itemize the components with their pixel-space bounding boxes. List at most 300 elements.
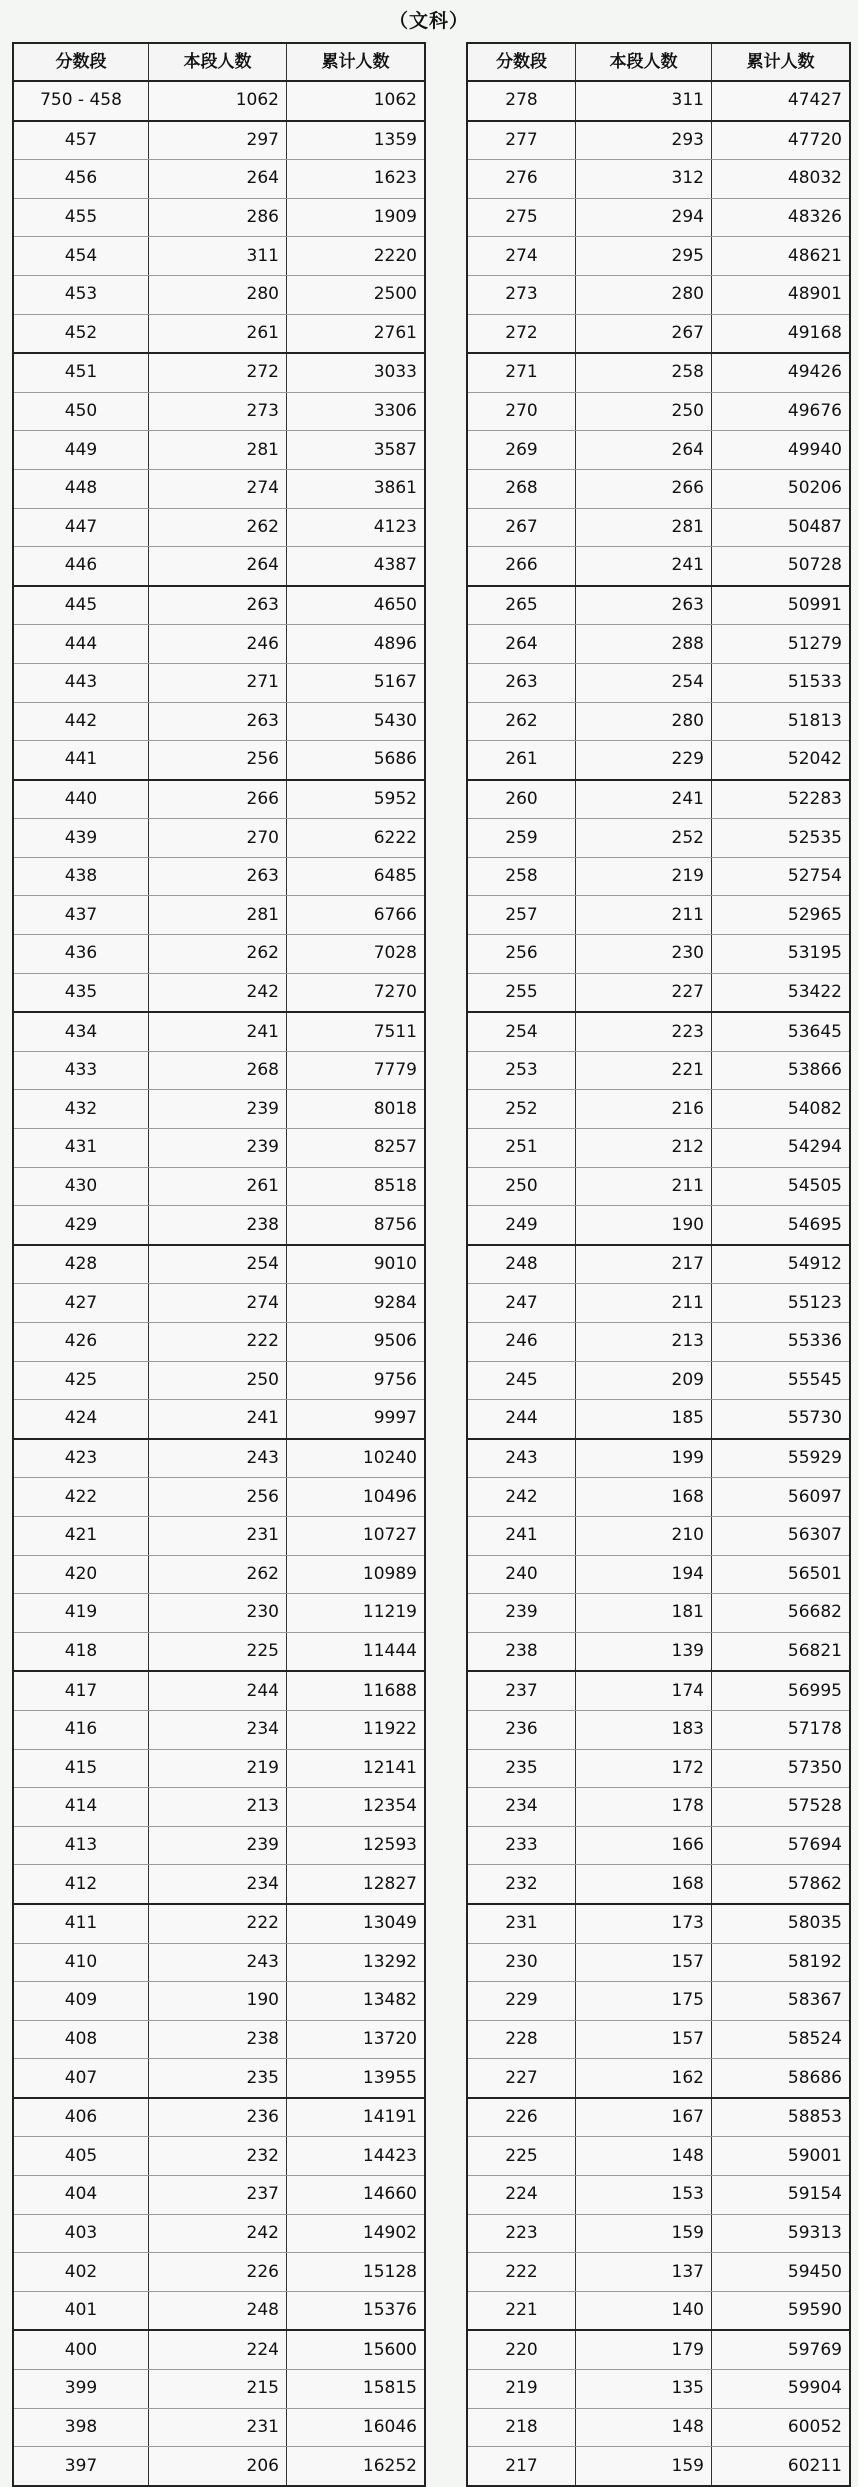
segment-count-cell: 272 [149, 353, 287, 392]
cumulative-count-cell: 49168 [712, 314, 851, 353]
cumulative-count-cell: 16046 [287, 2408, 426, 2447]
table-row [467, 1245, 850, 1284]
score-cell: 422 [13, 1478, 149, 1517]
cumulative-count-cell: 1623 [287, 160, 426, 199]
score-cell: 412 [13, 1865, 149, 1904]
cumulative-count-cell: 11688 [287, 1671, 426, 1710]
segment-count-cell: 281 [149, 896, 287, 935]
table-row [13, 1012, 425, 1051]
segment-count-cell: 137 [576, 2253, 712, 2292]
segment-count-cell: 270 [149, 819, 287, 858]
score-cell: 435 [13, 973, 149, 1012]
segment-count-cell: 238 [149, 1206, 287, 1245]
segment-count-cell: 254 [149, 1245, 287, 1284]
cumulative-count-cell: 54505 [712, 1167, 851, 1206]
cumulative-count-cell: 6485 [287, 857, 426, 896]
table-row [467, 1323, 850, 1362]
segment-count-cell: 254 [576, 663, 712, 702]
cumulative-count-cell: 3861 [287, 469, 426, 508]
header-score: 分数段 [13, 43, 149, 81]
cumulative-count-cell: 12593 [287, 1826, 426, 1865]
table-row [13, 1632, 425, 1671]
score-cell: 269 [467, 431, 576, 470]
segment-count-cell: 273 [149, 392, 287, 431]
table-row [467, 780, 850, 819]
table-row [13, 353, 425, 392]
segment-count-cell: 230 [576, 935, 712, 974]
cumulative-count-cell: 10496 [287, 1478, 426, 1517]
segment-count-cell: 261 [149, 314, 287, 353]
cumulative-count-cell: 4123 [287, 508, 426, 547]
cumulative-count-cell: 4650 [287, 586, 426, 625]
segment-count-cell: 215 [149, 2370, 287, 2409]
segment-count-cell: 194 [576, 1555, 712, 1594]
cumulative-count-cell: 13049 [287, 1904, 426, 1943]
segment-count-cell: 209 [576, 1361, 712, 1400]
segment-count-cell: 262 [149, 508, 287, 547]
cumulative-count-cell: 3306 [287, 392, 426, 431]
table-row [467, 81, 850, 121]
segment-count-cell: 263 [149, 702, 287, 741]
table-row [13, 1090, 425, 1129]
segment-count-cell: 213 [149, 1788, 287, 1827]
table-row [467, 625, 850, 664]
cumulative-count-cell: 11922 [287, 1710, 426, 1749]
segment-count-cell: 263 [149, 857, 287, 896]
cumulative-count-cell: 55545 [712, 1361, 851, 1400]
cumulative-count-cell: 12827 [287, 1865, 426, 1904]
cumulative-count-cell: 59450 [712, 2253, 851, 2292]
score-cell: 397 [13, 2447, 149, 2486]
cumulative-count-cell: 2220 [287, 237, 426, 276]
cumulative-count-cell: 13720 [287, 2020, 426, 2059]
cumulative-count-cell: 56995 [712, 1671, 851, 1710]
score-cell: 239 [467, 1594, 576, 1633]
segment-count-cell: 274 [149, 1284, 287, 1323]
segment-count-cell: 264 [149, 160, 287, 199]
cumulative-count-cell: 54912 [712, 1245, 851, 1284]
cumulative-count-cell: 14423 [287, 2137, 426, 2176]
score-cell: 229 [467, 1982, 576, 2021]
cumulative-count-cell: 58853 [712, 2098, 851, 2137]
score-cell: 404 [13, 2176, 149, 2215]
segment-count-cell: 167 [576, 2098, 712, 2137]
segment-count-cell: 217 [576, 1245, 712, 1284]
segment-count-cell: 243 [149, 1943, 287, 1982]
segment-count-cell: 185 [576, 1400, 712, 1439]
table-row [13, 780, 425, 819]
cumulative-count-cell: 56097 [712, 1478, 851, 1517]
score-cell: 444 [13, 625, 149, 664]
table-row [467, 2098, 850, 2137]
score-cell: 454 [13, 237, 149, 276]
cumulative-count-cell: 60211 [712, 2447, 851, 2486]
cumulative-count-cell: 8257 [287, 1129, 426, 1168]
score-cell: 224 [467, 2176, 576, 2215]
score-cell: 415 [13, 1749, 149, 1788]
segment-count-cell: 148 [576, 2408, 712, 2447]
cumulative-count-cell: 51279 [712, 625, 851, 664]
segment-count-cell: 280 [149, 275, 287, 314]
table-row [467, 2291, 850, 2330]
table-row [467, 935, 850, 974]
score-table-left [12, 42, 426, 2487]
segment-count-cell: 135 [576, 2370, 712, 2409]
score-cell: 410 [13, 1943, 149, 1982]
segment-count-cell: 148 [576, 2137, 712, 2176]
score-cell: 400 [13, 2330, 149, 2369]
table-row [13, 1206, 425, 1245]
segment-count-cell: 250 [576, 392, 712, 431]
cumulative-count-cell: 58367 [712, 1982, 851, 2021]
score-cell: 252 [467, 1090, 576, 1129]
segment-count-cell: 256 [149, 741, 287, 780]
cumulative-count-cell: 4387 [287, 547, 426, 586]
cumulative-count-cell: 59154 [712, 2176, 851, 2215]
cumulative-count-cell: 7779 [287, 1051, 426, 1090]
table-row [13, 2098, 425, 2137]
segment-count-cell: 237 [149, 2176, 287, 2215]
cumulative-count-cell: 55336 [712, 1323, 851, 1362]
score-cell: 243 [467, 1439, 576, 1478]
segment-count-cell: 266 [576, 469, 712, 508]
cumulative-count-cell: 8518 [287, 1167, 426, 1206]
table-row [13, 431, 425, 470]
segment-count-cell: 211 [576, 896, 712, 935]
table-row [467, 2370, 850, 2409]
score-cell: 428 [13, 1245, 149, 1284]
score-cell: 429 [13, 1206, 149, 1245]
header-cumulative-count: 累计人数 [287, 43, 426, 81]
score-cell: 421 [13, 1516, 149, 1555]
segment-count-cell: 210 [576, 1516, 712, 1555]
cumulative-count-cell: 8018 [287, 1090, 426, 1129]
score-cell: 267 [467, 508, 576, 547]
score-cell: 445 [13, 586, 149, 625]
segment-count-cell: 312 [576, 160, 712, 199]
score-cell: 419 [13, 1594, 149, 1633]
cumulative-count-cell: 6766 [287, 896, 426, 935]
cumulative-count-cell: 15600 [287, 2330, 426, 2369]
segment-count-cell: 267 [576, 314, 712, 353]
table-row [467, 392, 850, 431]
segment-count-cell: 213 [576, 1323, 712, 1362]
cumulative-count-cell: 12354 [287, 1788, 426, 1827]
table-row [467, 1129, 850, 1168]
cumulative-count-cell: 57862 [712, 1865, 851, 1904]
segment-count-cell: 280 [576, 702, 712, 741]
score-cell: 228 [467, 2020, 576, 2059]
cumulative-count-cell: 49676 [712, 392, 851, 431]
table-row [13, 198, 425, 237]
segment-count-cell: 242 [149, 973, 287, 1012]
cumulative-count-cell: 1909 [287, 198, 426, 237]
score-cell: 413 [13, 1826, 149, 1865]
table-header-row [467, 43, 850, 81]
table-row [13, 1284, 425, 1323]
score-cell: 398 [13, 2408, 149, 2447]
table-row [13, 237, 425, 276]
cumulative-count-cell: 9756 [287, 1361, 426, 1400]
table-row [13, 2330, 425, 2369]
score-cell: 276 [467, 160, 576, 199]
score-cell: 247 [467, 1284, 576, 1323]
score-cell: 233 [467, 1826, 576, 1865]
segment-count-cell: 229 [576, 741, 712, 780]
table-row [13, 2370, 425, 2409]
table-row [467, 275, 850, 314]
score-cell: 407 [13, 2059, 149, 2098]
cumulative-count-cell: 48901 [712, 275, 851, 314]
score-cell: 253 [467, 1051, 576, 1090]
score-cell: 222 [467, 2253, 576, 2292]
score-cell: 241 [467, 1516, 576, 1555]
cumulative-count-cell: 7511 [287, 1012, 426, 1051]
cumulative-count-cell: 48326 [712, 198, 851, 237]
score-cell: 235 [467, 1749, 576, 1788]
table-row [13, 2176, 425, 2215]
table-row [467, 1788, 850, 1827]
segment-count-cell: 221 [576, 1051, 712, 1090]
segment-count-cell: 238 [149, 2020, 287, 2059]
score-cell: 401 [13, 2291, 149, 2330]
segment-count-cell: 173 [576, 1904, 712, 1943]
score-cell: 242 [467, 1478, 576, 1517]
score-cell: 423 [13, 1439, 149, 1478]
cumulative-count-cell: 9010 [287, 1245, 426, 1284]
score-cell: 402 [13, 2253, 149, 2292]
table-row [467, 1439, 850, 1478]
cumulative-count-cell: 5952 [287, 780, 426, 819]
cumulative-count-cell: 3587 [287, 431, 426, 470]
table-row [13, 1323, 425, 1362]
segment-count-cell: 271 [149, 663, 287, 702]
score-cell: 431 [13, 1129, 149, 1168]
score-cell: 408 [13, 2020, 149, 2059]
segment-count-cell: 199 [576, 1439, 712, 1478]
score-cell: 418 [13, 1632, 149, 1671]
segment-count-cell: 311 [576, 81, 712, 121]
cumulative-count-cell: 57350 [712, 1749, 851, 1788]
segment-count-cell: 263 [576, 586, 712, 625]
table-row [13, 741, 425, 780]
table-row [467, 1749, 850, 1788]
score-cell: 433 [13, 1051, 149, 1090]
score-cell: 414 [13, 1788, 149, 1827]
segment-count-cell: 190 [149, 1982, 287, 2021]
table-row [13, 2291, 425, 2330]
score-cell: 455 [13, 198, 149, 237]
cumulative-count-cell: 7028 [287, 935, 426, 974]
cumulative-count-cell: 5430 [287, 702, 426, 741]
table-row [13, 857, 425, 896]
table-row [467, 2020, 850, 2059]
segment-count-cell: 244 [149, 1671, 287, 1710]
score-cell: 227 [467, 2059, 576, 2098]
table-row [13, 1943, 425, 1982]
segment-count-cell: 157 [576, 1943, 712, 1982]
cumulative-count-cell: 54294 [712, 1129, 851, 1168]
segment-count-cell: 179 [576, 2330, 712, 2369]
table-row [13, 469, 425, 508]
score-cell: 225 [467, 2137, 576, 2176]
segment-count-cell: 159 [576, 2447, 712, 2486]
score-cell: 417 [13, 1671, 149, 1710]
score-cell: 277 [467, 121, 576, 160]
segment-count-cell: 242 [149, 2214, 287, 2253]
table-row [13, 1982, 425, 2021]
table-row [13, 1361, 425, 1400]
cumulative-count-cell: 50728 [712, 547, 851, 586]
cumulative-count-cell: 9506 [287, 1323, 426, 1362]
table-row [467, 2447, 850, 2486]
cumulative-count-cell: 52535 [712, 819, 851, 858]
table-header-row [13, 43, 425, 81]
table-row [13, 2253, 425, 2292]
segment-count-cell: 1062 [149, 81, 287, 121]
score-cell: 273 [467, 275, 576, 314]
segment-count-cell: 234 [149, 1865, 287, 1904]
segment-count-cell: 264 [149, 547, 287, 586]
table-row [467, 1400, 850, 1439]
table-row [13, 663, 425, 702]
segment-count-cell: 236 [149, 2098, 287, 2137]
segment-count-cell: 246 [149, 625, 287, 664]
score-cell: 262 [467, 702, 576, 741]
cumulative-count-cell: 12141 [287, 1749, 426, 1788]
score-cell: 254 [467, 1012, 576, 1051]
score-cell: 424 [13, 1400, 149, 1439]
segment-count-cell: 222 [149, 1904, 287, 1943]
segment-count-cell: 211 [576, 1167, 712, 1206]
score-cell: 399 [13, 2370, 149, 2409]
score-table-right [466, 42, 851, 2487]
cumulative-count-cell: 57528 [712, 1788, 851, 1827]
table-row [467, 198, 850, 237]
table-row [467, 2253, 850, 2292]
table-row [13, 2137, 425, 2176]
score-cell: 245 [467, 1361, 576, 1400]
table-row [13, 1439, 425, 1478]
segment-count-cell: 178 [576, 1788, 712, 1827]
cumulative-count-cell: 10727 [287, 1516, 426, 1555]
table-row [13, 2059, 425, 2098]
table-row [13, 1051, 425, 1090]
cumulative-count-cell: 11444 [287, 1632, 426, 1671]
table-row [467, 353, 850, 392]
table-row [13, 819, 425, 858]
segment-count-cell: 219 [149, 1749, 287, 1788]
table-row [467, 1671, 850, 1710]
table-row [13, 935, 425, 974]
header-segment-count: 本段人数 [149, 43, 287, 81]
score-cell: 237 [467, 1671, 576, 1710]
cumulative-count-cell: 1359 [287, 121, 426, 160]
score-cell: 240 [467, 1555, 576, 1594]
table-row [467, 1167, 850, 1206]
cumulative-count-cell: 13292 [287, 1943, 426, 1982]
cumulative-count-cell: 15815 [287, 2370, 426, 2409]
table-row [13, 1865, 425, 1904]
score-cell: 265 [467, 586, 576, 625]
segment-count-cell: 262 [149, 935, 287, 974]
table-row [13, 1245, 425, 1284]
segment-count-cell: 263 [149, 586, 287, 625]
cumulative-count-cell: 2500 [287, 275, 426, 314]
table-row [467, 1982, 850, 2021]
score-cell: 426 [13, 1323, 149, 1362]
table-row [13, 1129, 425, 1168]
cumulative-count-cell: 50206 [712, 469, 851, 508]
table-row [467, 237, 850, 276]
table-row [467, 508, 850, 547]
segment-count-cell: 264 [576, 431, 712, 470]
cumulative-count-cell: 57178 [712, 1710, 851, 1749]
segment-count-cell: 252 [576, 819, 712, 858]
segment-count-cell: 311 [149, 237, 287, 276]
score-cell: 442 [13, 702, 149, 741]
cumulative-count-cell: 57694 [712, 1826, 851, 1865]
segment-count-cell: 175 [576, 1982, 712, 2021]
table-row [13, 1904, 425, 1943]
segment-count-cell: 286 [149, 198, 287, 237]
cumulative-count-cell: 10240 [287, 1439, 426, 1478]
segment-count-cell: 297 [149, 121, 287, 160]
segment-count-cell: 211 [576, 1284, 712, 1323]
score-cell: 434 [13, 1012, 149, 1051]
cumulative-count-cell: 59590 [712, 2291, 851, 2330]
segment-count-cell: 262 [149, 1555, 287, 1594]
score-cell: 218 [467, 2408, 576, 2447]
segment-count-cell: 230 [149, 1594, 287, 1633]
score-cell: 275 [467, 198, 576, 237]
cumulative-count-cell: 55123 [712, 1284, 851, 1323]
table-row [13, 392, 425, 431]
cumulative-count-cell: 52042 [712, 741, 851, 780]
segment-count-cell: 212 [576, 1129, 712, 1168]
cumulative-count-cell: 60052 [712, 2408, 851, 2447]
score-cell: 446 [13, 547, 149, 586]
segment-count-cell: 216 [576, 1090, 712, 1129]
cumulative-count-cell: 58524 [712, 2020, 851, 2059]
table-row [467, 1361, 850, 1400]
cumulative-count-cell: 53866 [712, 1051, 851, 1090]
table-row [467, 121, 850, 160]
header-segment-count: 本段人数 [576, 43, 712, 81]
table-row [13, 275, 425, 314]
table-row [467, 2330, 850, 2369]
cumulative-count-cell: 7270 [287, 973, 426, 1012]
segment-count-cell: 183 [576, 1710, 712, 1749]
table-row [13, 121, 425, 160]
cumulative-count-cell: 56307 [712, 1516, 851, 1555]
page-title: （文科） [388, 10, 469, 32]
score-cell: 430 [13, 1167, 149, 1206]
score-cell: 236 [467, 1710, 576, 1749]
segment-count-cell: 241 [149, 1400, 287, 1439]
table-row [467, 702, 850, 741]
segment-count-cell: 258 [576, 353, 712, 392]
segment-count-cell: 232 [149, 2137, 287, 2176]
segment-count-cell: 166 [576, 1826, 712, 1865]
segment-count-cell: 174 [576, 1671, 712, 1710]
score-cell: 457 [13, 121, 149, 160]
table-row [467, 1051, 850, 1090]
segment-count-cell: 281 [576, 508, 712, 547]
segment-count-cell: 266 [149, 780, 287, 819]
header-score: 分数段 [467, 43, 576, 81]
segment-count-cell: 157 [576, 2020, 712, 2059]
